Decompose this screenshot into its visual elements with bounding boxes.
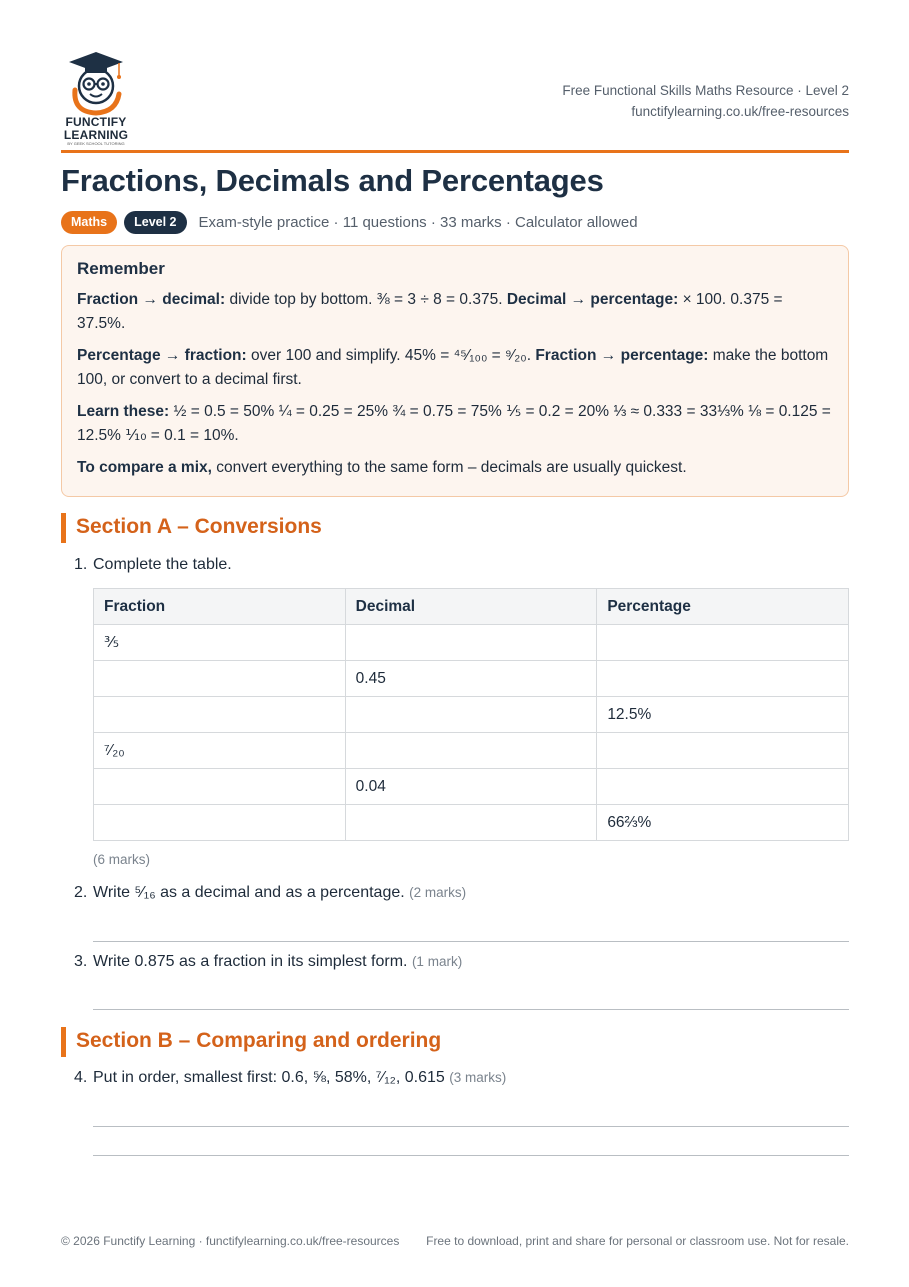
footer-licence: Free to download, print and share for personal or classroom use. Not for resale. xyxy=(426,1234,849,1248)
question-1-marks: (6 marks) xyxy=(93,852,150,867)
table-row xyxy=(94,625,849,661)
header-info xyxy=(562,80,849,122)
question-text: Put in order, smallest first: 0.6, ⅝, 58%, ⁷⁄₁₂, 0.615 xyxy=(93,1069,445,1086)
table-cell[interactable] xyxy=(345,697,597,733)
page-header xyxy=(61,50,849,154)
remember-paragraph-4 xyxy=(77,456,833,480)
table-cell[interactable] xyxy=(94,661,346,697)
resource-line: Free Functional Skills Maths Resource · Level 2 xyxy=(562,83,849,98)
rem-text: divide top by bottom. ⅜ = 3 ÷ 8 = 0.375. xyxy=(225,291,507,308)
rem-term: To compare a mix, xyxy=(77,459,212,476)
table-cell[interactable] xyxy=(94,805,346,841)
table-cell[interactable] xyxy=(345,733,597,769)
meta-description: Exam-style practice · 11 questions · 33 marks · Calculator allowed xyxy=(198,213,638,231)
question-number: 1. xyxy=(74,556,88,573)
table-cell[interactable] xyxy=(597,769,849,805)
owl-mascot-icon xyxy=(61,50,131,116)
rem-term: Fraction → percentage: xyxy=(535,347,709,364)
remember-box xyxy=(61,245,849,497)
remember-paragraph-1 xyxy=(77,288,833,336)
rem-term: Fraction → decimal: xyxy=(77,291,226,308)
table-cell[interactable] xyxy=(597,625,849,661)
table-row xyxy=(94,769,849,805)
answer-line[interactable] xyxy=(93,1155,849,1156)
conversion-table xyxy=(93,588,849,841)
question-marks: (3 marks) xyxy=(449,1070,507,1085)
table-cell[interactable]: 12.5% xyxy=(597,697,849,733)
column-header: Percentage xyxy=(597,589,849,625)
table-cell[interactable] xyxy=(94,769,346,805)
table-header-row xyxy=(94,589,849,625)
question-number: 2. xyxy=(74,884,88,901)
table-cell[interactable]: 66⅔% xyxy=(597,805,849,841)
table-row xyxy=(94,661,849,697)
section-accent-bar xyxy=(61,513,66,543)
functify-logo xyxy=(61,50,131,146)
rem-text: ½ = 0.5 = 50% ¼ = 0.25 = 25% ¾ = 0.75 = 75% ⅕ = 0.2 = 20% ⅓ ≈ 0.333 = 33⅓% ⅛ = 0.125 = 12.5% ⅒ = 0.1 = 10%. xyxy=(77,403,831,444)
table-row xyxy=(94,805,849,841)
table-cell[interactable] xyxy=(345,625,597,661)
logo-wordmark xyxy=(61,116,131,142)
logo-line1: FUNCTIFY xyxy=(65,115,127,129)
header-divider xyxy=(61,150,849,153)
question-4 xyxy=(74,1069,506,1087)
question-marks: (1 mark) xyxy=(411,954,463,969)
table-cell[interactable]: ⅗ xyxy=(94,625,346,661)
question-text: Write 0.875 as a fraction in its simplest form. xyxy=(93,953,408,970)
answer-line[interactable] xyxy=(93,1009,849,1010)
section-accent-bar xyxy=(61,1027,66,1057)
remember-paragraph-3 xyxy=(77,400,833,448)
logo-subtitle: BY GEEK SCHOOL TUTORING xyxy=(67,141,125,146)
question-text: Complete the table. xyxy=(93,556,232,573)
level-badge: Level 2 xyxy=(124,211,186,234)
question-number: 4. xyxy=(74,1069,88,1086)
question-2 xyxy=(74,884,466,902)
rem-text: convert everything to the same form – decimals are usually quickest. xyxy=(211,459,687,476)
question-text: Write ⁵⁄₁₆ as a decimal and as a percentage. xyxy=(93,884,405,901)
column-header: Decimal xyxy=(345,589,597,625)
section-b-heading xyxy=(61,1027,849,1057)
answer-line[interactable] xyxy=(93,1126,849,1127)
rem-text: make the bottom 100, or convert to a decimal first. xyxy=(77,347,829,388)
question-1 xyxy=(74,556,232,574)
table-row xyxy=(94,697,849,733)
rem-text: over 100 and simplify. 45% = ⁴⁵⁄₁₀₀ = ⁹⁄₂₀. xyxy=(246,347,536,364)
section-a-heading xyxy=(61,513,849,543)
section-a-title: Section A – Conversions xyxy=(76,515,322,538)
table-cell[interactable] xyxy=(597,661,849,697)
question-marks: (2 marks) xyxy=(409,885,467,900)
footer-copyright: © 2026 Functify Learning · functifylearning.co.uk/free-resources xyxy=(61,1234,400,1248)
column-header: Fraction xyxy=(94,589,346,625)
logo-line2: LEARNING xyxy=(63,128,129,142)
remember-paragraph-2 xyxy=(77,344,833,392)
rem-term: Decimal → percentage: xyxy=(506,291,679,308)
remember-title: Remember xyxy=(77,259,165,278)
rem-term: Percentage → fraction: xyxy=(77,347,247,364)
answer-line[interactable] xyxy=(93,941,849,942)
table-row xyxy=(94,733,849,769)
table-cell[interactable] xyxy=(345,805,597,841)
table-cell[interactable]: 0.45 xyxy=(345,661,597,697)
table-cell[interactable]: 0.04 xyxy=(345,769,597,805)
table-cell[interactable] xyxy=(94,697,346,733)
meta-row xyxy=(61,210,638,234)
question-number: 3. xyxy=(74,953,88,970)
table-cell[interactable]: ⁷⁄₂₀ xyxy=(94,733,346,769)
subject-badge: Maths xyxy=(61,211,117,234)
rem-term: Learn these: xyxy=(77,403,170,420)
section-b-title: Section B – Comparing and ordering xyxy=(76,1029,442,1052)
resource-url: functifylearning.co.uk/free-resources xyxy=(631,104,849,119)
table-cell[interactable] xyxy=(597,733,849,769)
rem-text: × 100. 0.375 = 37.5%. xyxy=(77,291,783,332)
page-title: Fractions, Decimals and Percentages xyxy=(61,163,604,198)
question-3 xyxy=(74,953,462,971)
